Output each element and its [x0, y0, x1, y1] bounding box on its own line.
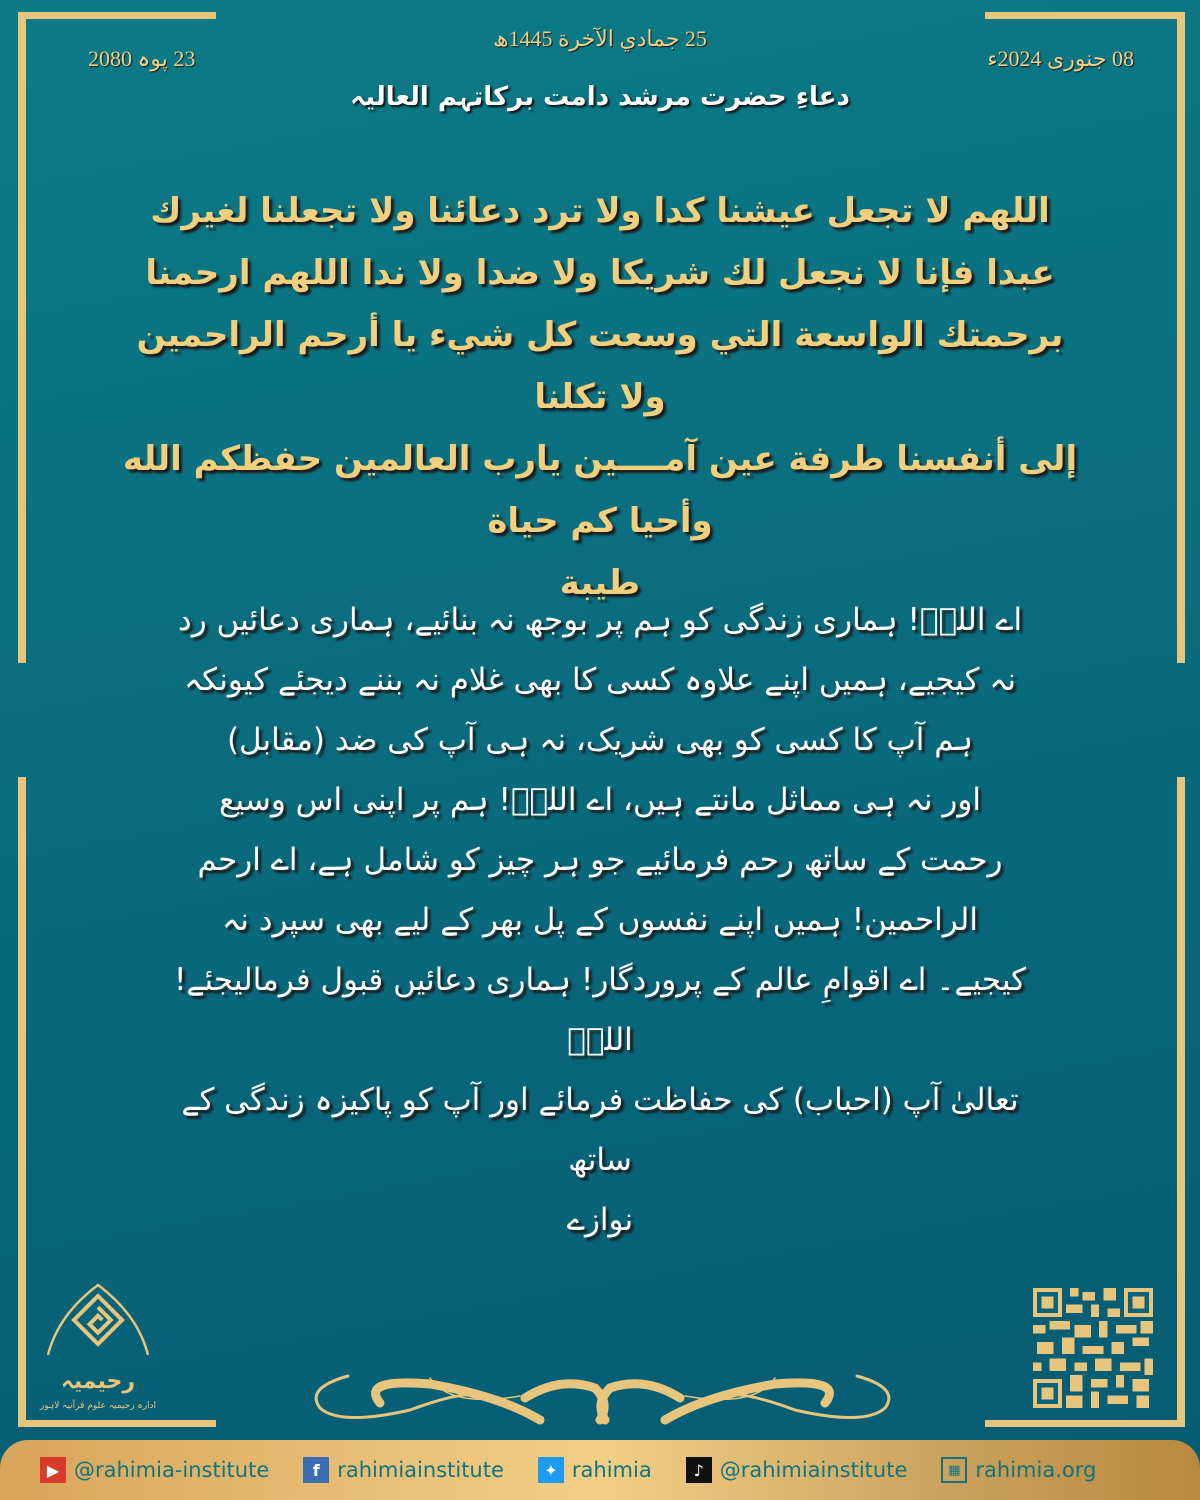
logo-subtitle: ادارہ رحیمیہ علوم قرآنیہ لاہور: [39, 1401, 157, 1411]
gregorian-date: 08 جنوری 2024ء: [987, 46, 1134, 71]
rahimia-logo: [38, 1280, 168, 1420]
social-website[interactable]: [941, 1457, 1096, 1483]
dome-kufic-logo-icon: [38, 1280, 168, 1420]
tiktok-handle: @rahimiainstitute: [719, 1458, 908, 1482]
bikrami-date: 23 پوہ 2080: [88, 46, 196, 71]
logo-name: رحیمیہ: [60, 1369, 136, 1394]
frame-top-right-horizontal: [985, 12, 1185, 19]
hijri-date: 25 جمادي الآخرة 1445ھ: [493, 26, 707, 51]
urdu-line: ہم آپ کا کسی کو بھی شریک، نہ ہی آپ کی ضد (مقابل): [226, 722, 974, 758]
social-footer: [0, 1440, 1200, 1500]
website-url: rahimia.org: [975, 1458, 1097, 1482]
social-facebook[interactable]: [303, 1457, 504, 1483]
urdu-line: کیجیے۔ اے اقوامِ عالم کے پروردگار! ہماری دعائیں قبول فرمالیجئے! اللہؐ: [173, 962, 1027, 1058]
urdu-line: الراحمین! ہمیں اپنے نفسوں کے پل بھر کے لیے بھی سپرد نہ: [222, 902, 978, 938]
frame-top-left-horizontal: [18, 12, 216, 19]
facebook-icon: f: [303, 1457, 329, 1483]
frame-left-lower-vertical: [18, 777, 26, 1425]
ornament-divider-icon: [300, 1368, 905, 1428]
twitter-icon: ✦: [538, 1457, 564, 1483]
facebook-handle: rahimiainstitute: [337, 1458, 504, 1482]
urdu-line: رحمت کے ساتھ رحم فرمائیے جو ہر چیز کو شامل ہے، اے ارحم: [197, 842, 1003, 878]
urdu-line: اے اللہؐ! ہماری زندگی کو ہم پر بوجھ نہ بنائیے، ہماری دعائیں رد: [177, 602, 1023, 638]
urdu-line: تعالیٰ آپ (احباب) کی حفاظت فرمائے اور آپ کو پاکیزہ زندگی کے ساتھ: [181, 1082, 1019, 1178]
social-twitter[interactable]: [538, 1457, 652, 1483]
arabic-line: عبدا فإنا لا نجعل لك شريكا ولا ضدا ولا ندا اللهم ارحمنا: [145, 253, 1055, 293]
tiktok-icon: ♪: [686, 1457, 712, 1483]
qr-code[interactable]: [1032, 1288, 1154, 1408]
urdu-line: نوازے: [566, 1202, 634, 1238]
arabic-line: برحمتك الواسعة التي وسعت كل شيء يا أرحم الراحمين ولا تكلنا: [136, 315, 1064, 417]
page-title: دعاءِ حضرت مرشد دامت برکاتہم العالیہ: [350, 82, 850, 112]
social-tiktok[interactable]: [686, 1457, 908, 1483]
urdu-line: اور نہ ہی مماثل مانتے ہیں، اے اللہؐ! ہم پر اپنی اس وسیع: [219, 782, 981, 818]
frame-bottom-right-horizontal: [985, 1420, 1185, 1427]
website-logo-icon: ▦: [941, 1457, 967, 1483]
social-youtube[interactable]: [40, 1457, 269, 1483]
youtube-handle: @rahimia-institute: [74, 1458, 270, 1482]
arabic-dua: [110, 180, 1090, 614]
urdu-translation: [160, 590, 1040, 1250]
arabic-line: إلى أنفسنا طرفة عين آمــــين يارب العالمين حفظكم الله وأحيا كم حياة: [122, 439, 1078, 541]
arabic-line: اللهم لا تجعل عيشنا كدا ولا ترد دعائنا ولا تجعلنا لغيرك: [150, 191, 1050, 231]
urdu-line: نہ کیجیے، ہمیں اپنے علاوہ کسی کا بھی غلام نہ بننے دیجئے کیونکہ: [183, 662, 1017, 698]
twitter-handle: rahimia: [571, 1458, 652, 1482]
frame-right-lower-vertical: [1177, 777, 1185, 1425]
youtube-icon: ▶: [40, 1457, 66, 1483]
arabic-line: طيبة: [559, 563, 641, 603]
frame-bottom-left-horizontal: [18, 1420, 216, 1427]
